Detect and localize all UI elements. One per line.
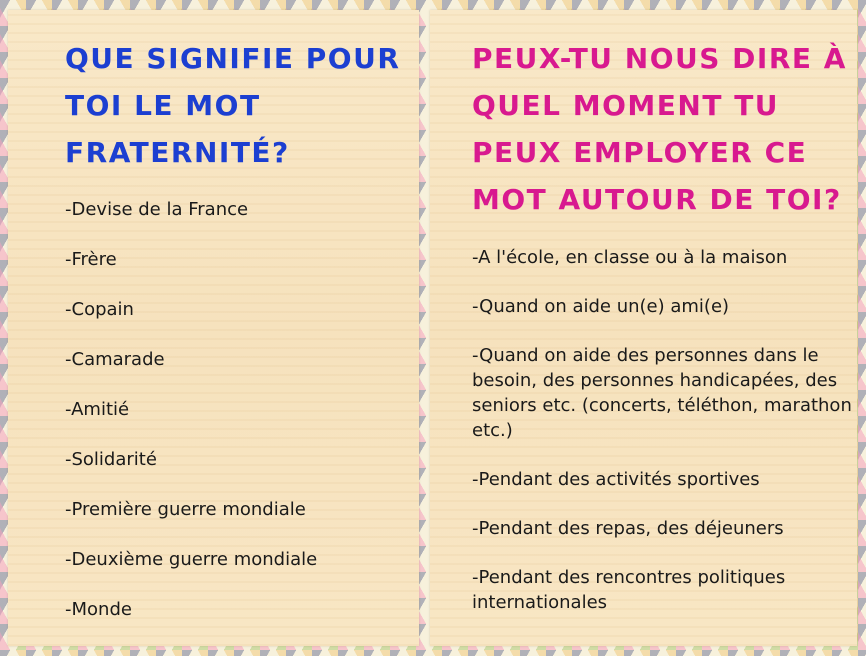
right-card (430, 10, 857, 646)
right-card-list (472, 245, 852, 615)
list-item: -Camarade (65, 349, 165, 370)
list-item: -Amitié (65, 399, 130, 420)
list-item: -Deuxième guerre mondiale (65, 549, 318, 570)
list-item: -Solidarité (65, 449, 157, 470)
list-item: -Monde (65, 599, 132, 620)
list-item: -Devise de la France (65, 199, 249, 220)
left-card (8, 10, 419, 646)
right-card-title: PEUX-TU NOUS DIRE À QUEL MOMENT TU PEUX EMPLOYER CE MOT AUTOUR DE TOI? (472, 42, 847, 216)
list-item: -Copain (65, 299, 134, 320)
left-card-title: QUE SIGNIFIE POUR TOI LE MOT FRATERNITÉ? (65, 42, 401, 169)
list-item: -Quand on aide un(e) ami(e) (472, 296, 730, 317)
left-card-list (65, 198, 405, 648)
list-item: -Quand on aide des personnes dans le besoin, des personnes handicapées, des seniors etc. (concerts, téléthon, marathon etc.) (472, 345, 852, 441)
list-item: -Première guerre mondiale (65, 499, 306, 520)
list-item: -Frère (65, 249, 117, 270)
list-item: -A l'école, en classe ou à la maison (472, 247, 788, 268)
list-item: -Pendant des rencontres politiques internationales (472, 567, 786, 613)
list-item: -Pendant des repas, des déjeuners (472, 518, 784, 539)
list-item: -Pendant des activités sportives (472, 469, 760, 490)
